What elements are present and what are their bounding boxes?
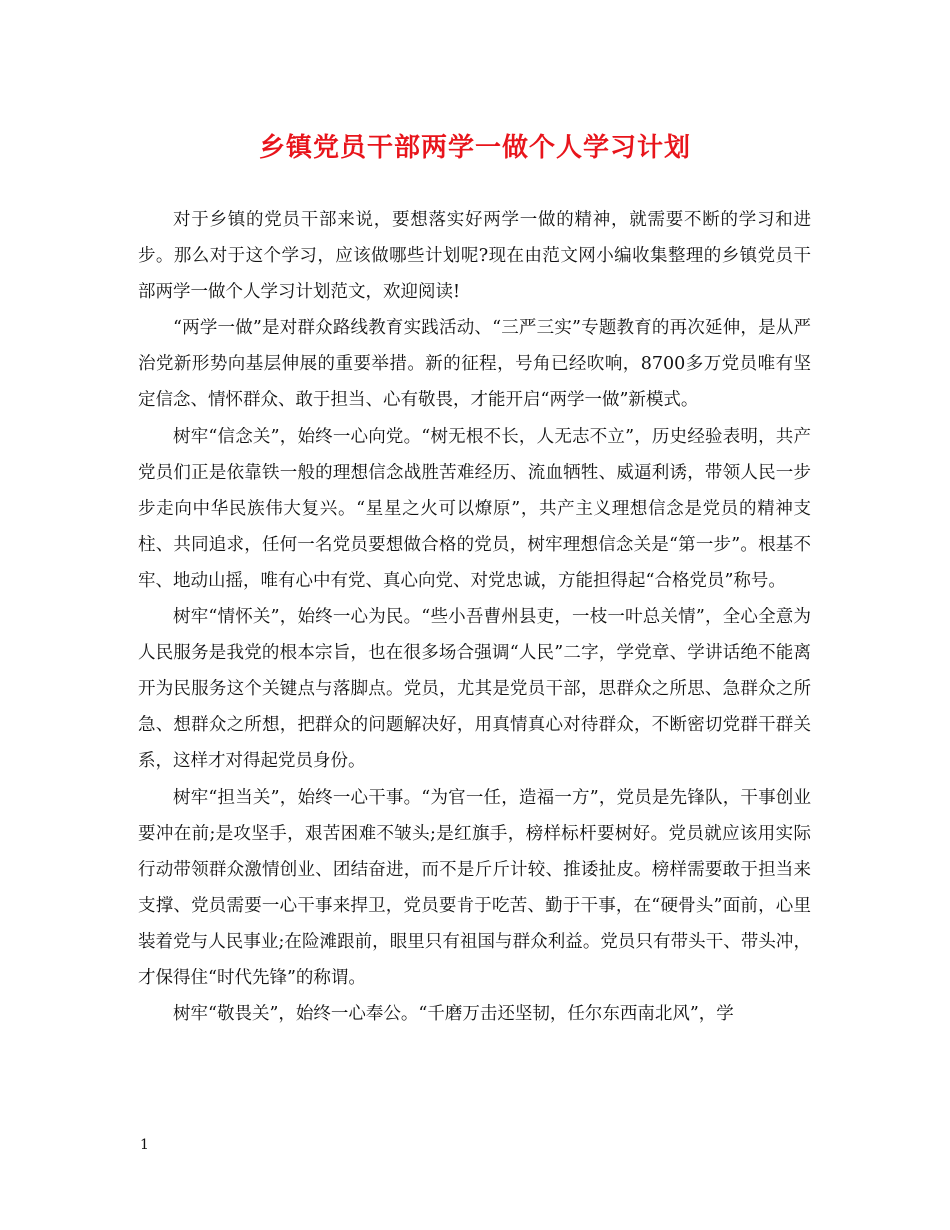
paragraph-two-learn-one-do: “两学一做”是对群众路线教育实践活动、“三严三实”专题教育的再次延伸，是从严治党新形势向基层伸展的重要举措。新的征程，号角已经吹响，8700多万党员唯有坚定信念、情怀群众、敢于担当、心有敬畏，才能开启“两学一做”新模式。	[138, 318, 811, 411]
paragraph-belief: 树牢“信念关”，始终一心向党。“树无根不长，人无志不立”，历史经验表明，共产党员们正是依靠铁一般的理想信念战胜苦难经历、流血牺牲、威逼利诱，带领人民一步步走向中华民族伟大复兴。“星星之火可以燎原”，共产主义理想信念是党员的精神支柱、共同追求，任何一名党员要想做合格的党员，树牢理想信念关是“第一步”。根基不牢、地动山摇，唯有心中有党、真心向党、对党忠诚，方能担得起“合格党员”称号。	[138, 426, 811, 591]
document-title: 乡镇党员干部两学一做个人学习计划	[258, 133, 691, 163]
page-number: 1	[140, 1137, 149, 1153]
paragraph-reverence: 树牢“敬畏关”，始终一心奉公。“千磨万击还坚韧，任尔东西南北风”，学	[173, 1004, 734, 1025]
paragraph-people: 树牢“情怀关”，始终一心为民。“些小吾曹州县吏，一枝一叶总关情”，全心全意为人民服务是我党的根本宗旨，也在很多场合强调“人民”二字，学党章、学讲话绝不能离开为民服务这个关键点与落脚点。党员，尤其是党员干部，思群众之所思、急群众之所急、想群众之所想，把群众的问题解决好，用真情真心对待群众，不断密切党群干群关系，这样才对得起党员身份。	[138, 607, 811, 772]
document-body	[138, 202, 811, 1032]
paragraph-intro: 对于乡镇的党员干部来说，要想落实好两学一做的精神，就需要不断的学习和进步。那么对于这个学习，应该做哪些计划呢?现在由范文网小编收集整理的乡镇党员干部两学一做个人学习计划范文，欢迎阅读!	[138, 210, 811, 303]
paragraph-responsibility: 树牢“担当关”，始终一心干事。“为官一任，造福一方”，党员是先锋队，干事创业要冲在前;是攻坚手，艰苦困难不皱头;是红旗手，榜样标杆要树好。党员就应该用实际行动带领群众激情创业、团结奋进，而不是斤斤计较、推诿扯皮。榜样需要敢于担当来支撑、党员需要一心干事来捍卫，党员要肯于吃苦、勤于干事，在“硬骨头”面前，心里装着党与人民事业;在险滩跟前，眼里只有祖国与群众利益。党员只有带头干、带头冲，才保得住“时代先锋”的称谓。	[138, 787, 811, 988]
